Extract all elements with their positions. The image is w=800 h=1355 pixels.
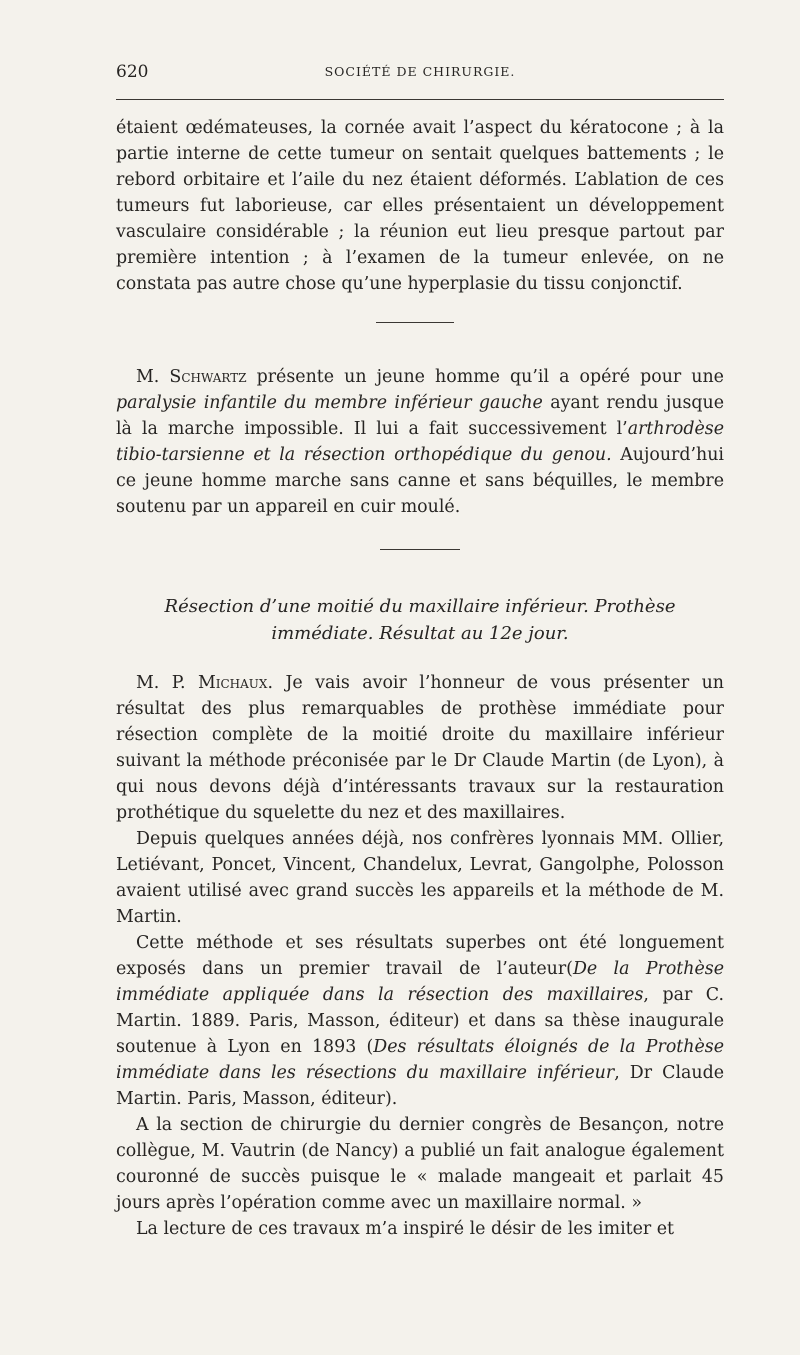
paragraph-text (116, 670, 724, 826)
paragraph-text: La lecture de ces travaux m’a inspiré le désir de les imiter et (136, 1219, 675, 1239)
paragraph-schwartz (116, 364, 724, 520)
speaker-name: Michaux (197, 673, 268, 693)
paragraph-continuation (116, 115, 724, 297)
separator-rule (380, 549, 460, 550)
text-run: ayant rendu jusque là la marche impossible. Il lui a fait successivement l’ (116, 393, 724, 439)
paragraph-text (116, 364, 724, 520)
section-title-line: immédiate. Résultat au 12e jour. (271, 623, 569, 644)
page-number: 620 (116, 62, 149, 82)
paragraph-text: Depuis quelques années déjà, nos confrères lyonnais MM. Ollier, Letiévant, Poncet, Vincent, Chandelux, Levrat, Gangolphe, Polosson avaient utilisé avec grand succès les appareils et la méthode de M. Martin. (116, 829, 724, 927)
speaker-prefix: M. (136, 367, 170, 387)
text-run: Cette méthode et ses résultats superbes ont été longuement exposés dans un premier travail de l’auteur( (116, 933, 724, 979)
italic-text: Des résultats éloignés de la Prothèse immédiate dans les résections du maxillaire inférieur (116, 1037, 724, 1083)
italic-text: paralysie infantile du membre inférieur gauche (116, 393, 543, 413)
paragraph-text (116, 930, 724, 1112)
speaker-name: Schwartz (169, 367, 247, 387)
text-run: , Dr Claude Martin. Paris, Masson, éditeur). (116, 1063, 724, 1109)
paragraph-michaux (116, 670, 724, 1242)
italic-text: arthrodèse tibio-tarsienne et la résection orthopédique du genou. (116, 419, 724, 465)
text-run: présente un jeune homme qu’il a opéré pour une (246, 367, 724, 387)
text-run: Aujourd’hui ce jeune homme marche sans canne et sans béquilles, le membre soutenu par un appareil en cuir moulé. (116, 445, 724, 517)
italic-text: De la Prothèse immédiate appliquée dans la résection des maxillaires (116, 959, 724, 1005)
text-run: . Je vais avoir l’honneur de vous présenter un résultat des plus remarquables de prothèse immédiate pour résection complète de la moitié droite du maxillaire inférieur suivant la méthode préconisée par le Dr Claude Martin (de Lyon), à qui nous devons déjà d’intéressants travaux sur la restauration prothétique du squelette du nez et des maxillaires. (116, 673, 724, 823)
header-rule (116, 99, 724, 100)
paragraph-text: étaient œdémateuses, la cornée avait l’aspect du kératocone ; à la partie interne de cette tumeur on sentait quelques battements ; le rebord orbitaire et l’aile du nez étaient déformés. L’ablation de ces tumeurs fut laborieuse, car elles présentaient un développement vasculaire considérable ; la réunion eut lieu presque partout par première intention ; à l’examen de la tumeur enlevée, on ne constata pas autre chose qu’une hyperplasie du tissu conjonctif. (116, 118, 724, 294)
text-run: , par C. Martin. 1889. Paris, Masson, éditeur) et dans sa thèse inaugurale soutenue à Lyon en 1893 ( (116, 985, 724, 1057)
speaker-prefix: M. P. (136, 673, 198, 693)
separator-rule (376, 322, 454, 323)
paragraph-text: A la section de chirurgie du dernier congrès de Besançon, notre collègue, M. Vautrin (de Nancy) a publié un fait analogue également couronné de succès puisque le « malade mangeait et parlait 45 jours après l’opération comme avec un maxillaire normal. » (116, 1115, 724, 1213)
section-title-line: Résection d’une moitié du maxillaire inférieur. Prothèse (164, 596, 676, 617)
running-title: SOCIÉTÉ DE CHIRURGIE. (324, 64, 516, 79)
running-head (116, 62, 724, 88)
section-title (116, 593, 724, 647)
